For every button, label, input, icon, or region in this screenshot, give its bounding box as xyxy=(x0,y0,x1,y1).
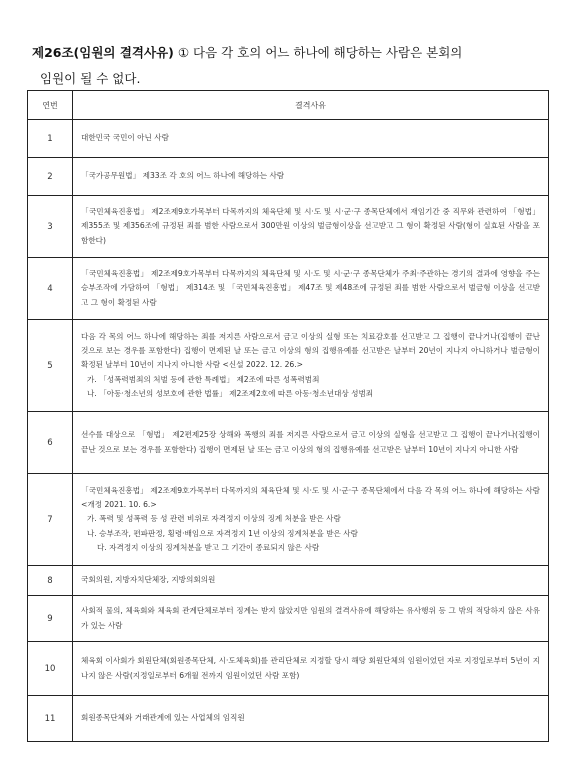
article-intro: ① 다음 각 호의 어느 하나에 해당하는 사람은 본회의 xyxy=(177,45,463,60)
table-row xyxy=(28,474,549,566)
reason-text: 체육회 이사회가 회원단체(회원종목단체, 시·도체육회)를 관리단체로 지정할 당시 해당 회원단체의 임원이었던 자로 지정일로부터 5년이 지나지 않은 사람(지정일로부터 6개월 전까지 임원이었던 사람 포함) xyxy=(81,656,540,680)
article-heading xyxy=(32,40,548,92)
row-number: 5 xyxy=(28,320,73,412)
reason-text: 「국민체육진흥법」 제2조제9호가목부터 다목까지의 체육단체 및 시·도 및 시·군·구 종목단체에서 다음 각 목의 어느 하나에 해당하는 사람 <개정 2021. 10. 6.> xyxy=(81,485,540,510)
reason-text: 「국가공무원법」 제33조 각 호의 어느 하나에 해당하는 사람 xyxy=(81,171,285,181)
row-number: 11 xyxy=(28,696,73,742)
table-row xyxy=(28,320,549,412)
reason-text: 「국민체육진흥법」 제2조제9호가목부터 다목까지의 체육단체 및 시·도 및 시·군·구 종목단체가 주최·주관하는 경기의 결과에 영향을 주는 승부조작에 가담하여 「형법」 제314조 및 「국민체육진흥법」 제47조 및 제48조에 규정된 죄를 범한 사람으로서 벌금형 이상을 선고받고 그 형이 확정된 사람 xyxy=(81,269,540,307)
disqualification-table xyxy=(27,90,549,742)
table-row xyxy=(28,596,549,642)
article-intro-continued: 임원이 될 수 없다. xyxy=(40,71,141,86)
table-row xyxy=(28,412,549,474)
row-number: 3 xyxy=(28,196,73,258)
row-reason xyxy=(73,696,549,742)
row-reason xyxy=(73,412,549,474)
reason-subitem: 가. 폭력 및 성폭력 등 성 관련 비위로 자격정지 이상의 징계 처분을 받은 사람 xyxy=(87,514,341,524)
row-number: 8 xyxy=(28,566,73,596)
row-reason xyxy=(73,120,549,158)
article-title: 제26조(임원의 결격사유) xyxy=(32,45,174,60)
reason-subitem: 나. 「아동·청소년의 성보호에 관한 법률」 제2조제2호에 따른 아동·청소년대상 성범죄 xyxy=(87,388,374,398)
row-reason xyxy=(73,596,549,642)
row-reason xyxy=(73,642,549,696)
row-reason xyxy=(73,320,549,412)
column-header-no: 연번 xyxy=(28,91,73,120)
row-number: 10 xyxy=(28,642,73,696)
reason-text: 사회적 물의, 체육회와 체육회 관계단체로부터 징계는 받지 않았지만 임원의 결격사유에 해당하는 유사행위 등 그 밖의 적당하지 않은 사유가 있는 사람 xyxy=(81,606,540,630)
table-row xyxy=(28,120,549,158)
row-reason xyxy=(73,566,549,596)
row-number: 6 xyxy=(28,412,73,474)
reason-text: 회원종목단체와 거래관계에 있는 사업체의 임직원 xyxy=(81,713,245,723)
reason-text: 국회의원, 지방자치단체장, 지방의회의원 xyxy=(81,575,216,585)
row-number: 7 xyxy=(28,474,73,566)
row-reason xyxy=(73,196,549,258)
row-number: 4 xyxy=(28,258,73,320)
table-row xyxy=(28,196,549,258)
row-number: 9 xyxy=(28,596,73,642)
reason-subitem: 가. 「성폭력범죄의 처벌 등에 관한 특례법」 제2조에 따른 성폭력범죄 xyxy=(87,374,320,384)
table-row xyxy=(28,258,549,320)
row-reason xyxy=(73,474,549,566)
table-row xyxy=(28,158,549,196)
reason-subitem: 나. 승부조작, 편파판정, 횡령·배임으로 자격정지 1년 이상의 징계처분을 받은 사람 xyxy=(87,528,358,538)
reason-text: 선수를 대상으로 「형법」 제2편제25장 상해와 폭행의 죄를 저지른 사람으로서 금고 이상의 실형을 선고받고 그 집행이 끝나거나(집행이 끝난 것으로 보는 경우를 포함한다) 집행이 면제된 날 또는 금고 이상의 형의 집행유예를 선고받은 날부터 10년이 지나지 아니한 사람 xyxy=(81,430,540,454)
column-header-reason: 결격사유 xyxy=(73,91,549,120)
table-row xyxy=(28,696,549,742)
reason-subitem: 다. 자격정지 이상의 징계처분을 받고 그 기간이 종료되지 않은 사람 xyxy=(97,542,320,552)
row-reason xyxy=(73,158,549,196)
table-header-row xyxy=(28,91,549,120)
reason-text: 「국민체육진흥법」 제2조제9호가목부터 다목까지의 체육단체 및 시·도 및 시·군·구 종목단체에서 재임기간 중 직무와 관련하여 「형법」 제355조 및 제356조에 규정된 죄를 범한 사람으로서 300만원 이상의 벌금형이상을 선고받고 그 형이 확정된 사람(형이 실효된 사람을 포함한다) xyxy=(81,207,540,245)
row-number: 2 xyxy=(28,158,73,196)
reason-text: 대한민국 국민이 아닌 사람 xyxy=(81,133,169,143)
row-number: 1 xyxy=(28,120,73,158)
table-row xyxy=(28,642,549,696)
row-reason xyxy=(73,258,549,320)
reason-text: 다음 각 목의 어느 하나에 해당하는 죄를 저지른 사람으로서 금고 이상의 실형 또는 치료감호를 선고받고 그 집행이 끝나거나(집행이 끝난 것으로 보는 경우를 포함한다) 집행이 면제된 날 또는 금고 이상의 형의 집행유예를 선고받은 날부터 20년이 지나지 아니하거나 벌금형이 확정된 날부터 10년이 지나지 아니한 사람 <신설 2022. 12. 26.> xyxy=(81,331,540,370)
table-row xyxy=(28,566,549,596)
